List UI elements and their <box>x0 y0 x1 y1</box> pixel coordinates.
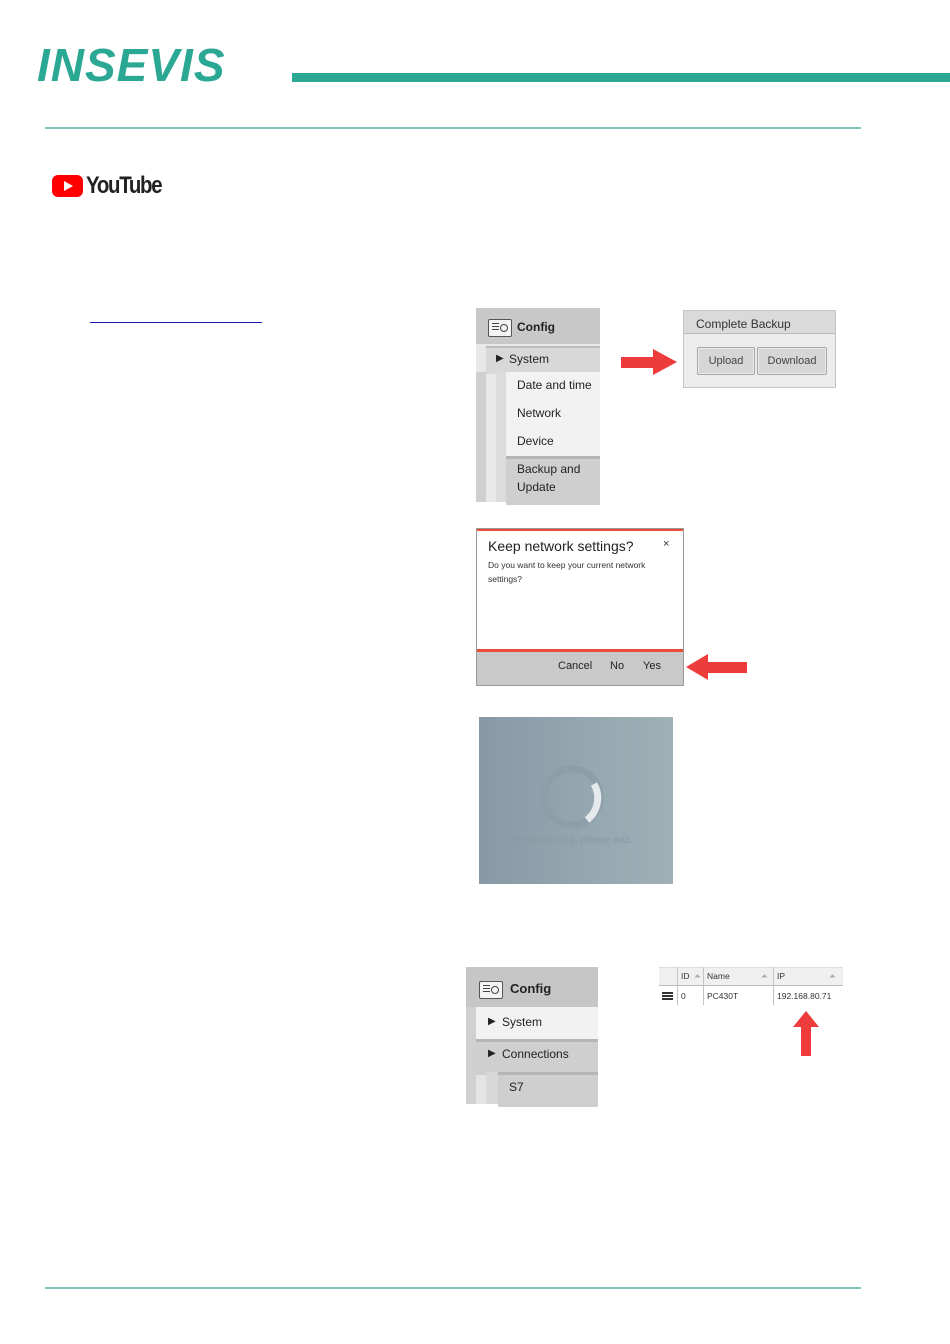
menu-indent-strip <box>476 372 486 502</box>
expand-triangle-icon: ▶ <box>496 353 504 364</box>
footer-divider <box>45 1287 861 1289</box>
column-header-ip[interactable]: IP <box>777 971 786 981</box>
config-icon <box>488 319 512 337</box>
column-separator <box>677 967 678 1005</box>
reconnecting-overlay <box>479 717 673 884</box>
reconnecting-text: Reconnecting, please wait... <box>513 835 639 846</box>
header-divider <box>45 127 861 129</box>
backup-label-line2: Update <box>517 480 556 494</box>
config-menu-connections <box>466 967 598 1104</box>
yes-button[interactable]: Yes <box>643 660 661 672</box>
column-separator <box>773 967 774 1005</box>
menu-item-system[interactable] <box>486 346 600 374</box>
dialog-title: Keep network settings? <box>488 538 634 554</box>
cell-id: 0 <box>681 991 686 1001</box>
cell-name: PC430T <box>707 991 739 1001</box>
column-separator <box>703 967 704 1005</box>
cancel-button[interactable]: Cancel <box>558 660 593 672</box>
close-icon[interactable]: × <box>663 538 670 550</box>
expand-triangle-icon: ▶ <box>488 1048 496 1059</box>
device-table <box>659 967 843 1005</box>
sort-icon[interactable]: ⏶ <box>829 971 836 981</box>
dialog-message: Do you want to keep your current network settings? <box>488 560 646 584</box>
system-label: System <box>502 1015 543 1029</box>
menu-indent-strip <box>496 372 506 502</box>
config-icon <box>479 981 503 999</box>
download-button[interactable]: Download <box>757 347 827 375</box>
complete-backup-panel <box>683 310 836 388</box>
menu-item-date-time[interactable]: Date and time <box>517 378 592 392</box>
menu-item-connections[interactable] <box>476 1039 598 1075</box>
column-header-id[interactable]: ID <box>681 971 690 981</box>
config-title: Config <box>517 320 555 334</box>
menu-item-s7[interactable] <box>498 1072 598 1107</box>
config-menu-backup <box>476 308 600 502</box>
sort-icon[interactable]: ⏶ <box>761 971 768 981</box>
sort-icon[interactable]: ⏶ <box>694 971 701 981</box>
youtube-label: YouTube <box>86 172 162 199</box>
menu-item-system[interactable] <box>476 1007 598 1039</box>
keep-network-dialog <box>476 528 684 686</box>
cell-ip: 192.168.80.71 <box>777 991 832 1001</box>
insevis-logo: INSEVIS <box>37 39 226 91</box>
no-button[interactable]: No <box>610 660 625 672</box>
config-title: Config <box>510 981 552 996</box>
menu-item-network[interactable]: Network <box>517 406 562 420</box>
system-submenu <box>506 372 600 456</box>
dialog-top-border <box>477 529 683 531</box>
menu-indent-strip <box>486 1072 498 1104</box>
menu-item-device[interactable]: Device <box>517 434 554 448</box>
hyperlink-underline[interactable] <box>90 322 262 323</box>
menu-indent-strip <box>466 1007 476 1104</box>
youtube-link[interactable] <box>52 172 175 200</box>
loading-spinner-icon <box>538 763 606 831</box>
complete-backup-header <box>684 311 835 334</box>
expand-triangle-icon: ▶ <box>488 1016 496 1027</box>
row-menu-icon[interactable] <box>662 992 673 994</box>
complete-backup-title: Complete Backup <box>696 317 791 331</box>
upload-button[interactable]: Upload <box>697 347 755 375</box>
menu-item-backup-update[interactable] <box>506 456 600 505</box>
column-header-name[interactable]: Name <box>707 971 730 981</box>
header-accent-bar <box>292 73 950 82</box>
system-label: System <box>509 352 550 366</box>
s7-label: S7 <box>509 1080 524 1094</box>
backup-label-line1: Backup and <box>517 462 581 476</box>
youtube-play-icon <box>52 175 83 197</box>
connections-label: Connections <box>502 1047 569 1061</box>
config-header[interactable] <box>466 967 598 1007</box>
config-header[interactable] <box>476 308 600 344</box>
